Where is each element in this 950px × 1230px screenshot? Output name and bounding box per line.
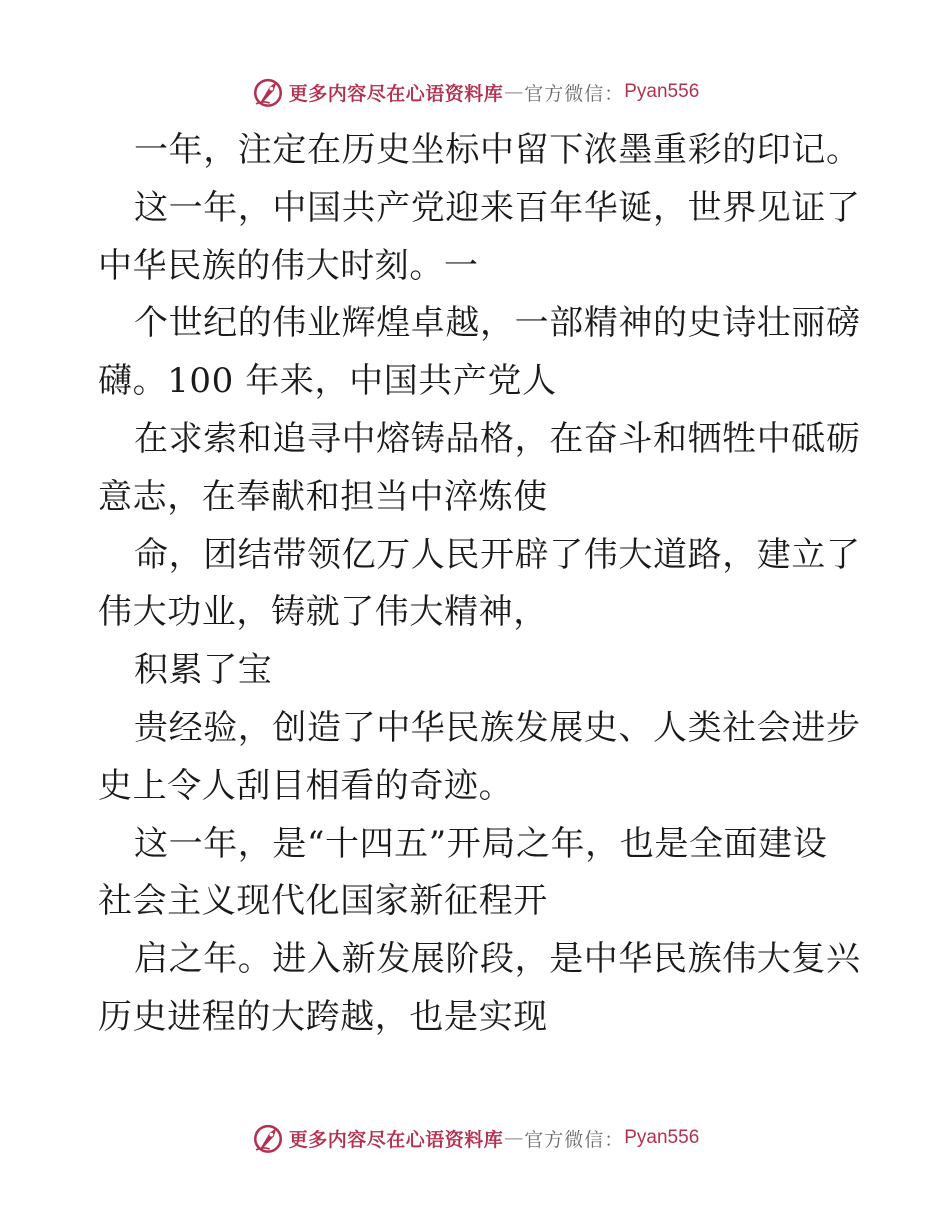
text-line: 贵经验，创造了中华民族发展史、人类社会进步: [134, 707, 861, 748]
footer-banner: [0, 1118, 950, 1158]
text-line: 礴。100 年来，中国共产党人: [98, 361, 557, 402]
banner-title: 更多内容尽在心语资料库: [288, 1128, 504, 1151]
pen-nib-logo-icon: [251, 1121, 285, 1155]
text-line: 积累了宝: [134, 650, 273, 691]
text-line: 史上令人刮目相看的奇迹。: [98, 765, 514, 806]
header-banner: [0, 72, 950, 112]
banner-separator: —: [504, 81, 524, 103]
text-line: 这一年，中国共产党迎来百年华诞，世界见证了: [134, 187, 861, 228]
text-line: 伟大功业，铸就了伟大精神，: [98, 592, 548, 633]
text-line: 命，团结带领亿万人民开辟了伟大道路，建立了: [134, 534, 861, 575]
banner-wechat-label: 官方微信：: [524, 82, 625, 105]
text-line: 社会主义现代化国家新征程开: [98, 881, 548, 922]
text-line: 一年，注定在历史坐标中留下浓墨重彩的印记。: [134, 130, 861, 170]
pen-nib-logo-icon: [251, 75, 285, 109]
text-line: 这一年，是“十四五”开局之年，也是全面建设: [134, 823, 828, 864]
text-line: 启之年。进入新发展阶段，是中华民族伟大复兴: [134, 939, 861, 980]
banner-title: 更多内容尽在心语资料库: [288, 82, 504, 105]
banner-wechat-label: 官方微信：: [524, 1128, 625, 1151]
text-line: 历史进程的大跨越，也是实现: [98, 996, 548, 1037]
text-line: 中华民族的伟大时刻。一: [98, 245, 479, 286]
document-body: [98, 122, 868, 1047]
text-line: 个世纪的伟业辉煌卓越，一部精神的史诗壮丽磅: [134, 303, 861, 344]
banner-wechat-id: Pyan556: [624, 1127, 700, 1148]
banner-wechat-id: Pyan556: [624, 81, 700, 102]
text-line: 意志，在奉献和担当中淬炼使: [98, 476, 548, 517]
text-line: 在求索和追寻中熔铸品格，在奋斗和牺牲中砥砺: [134, 418, 861, 459]
banner-separator: —: [504, 1127, 524, 1149]
